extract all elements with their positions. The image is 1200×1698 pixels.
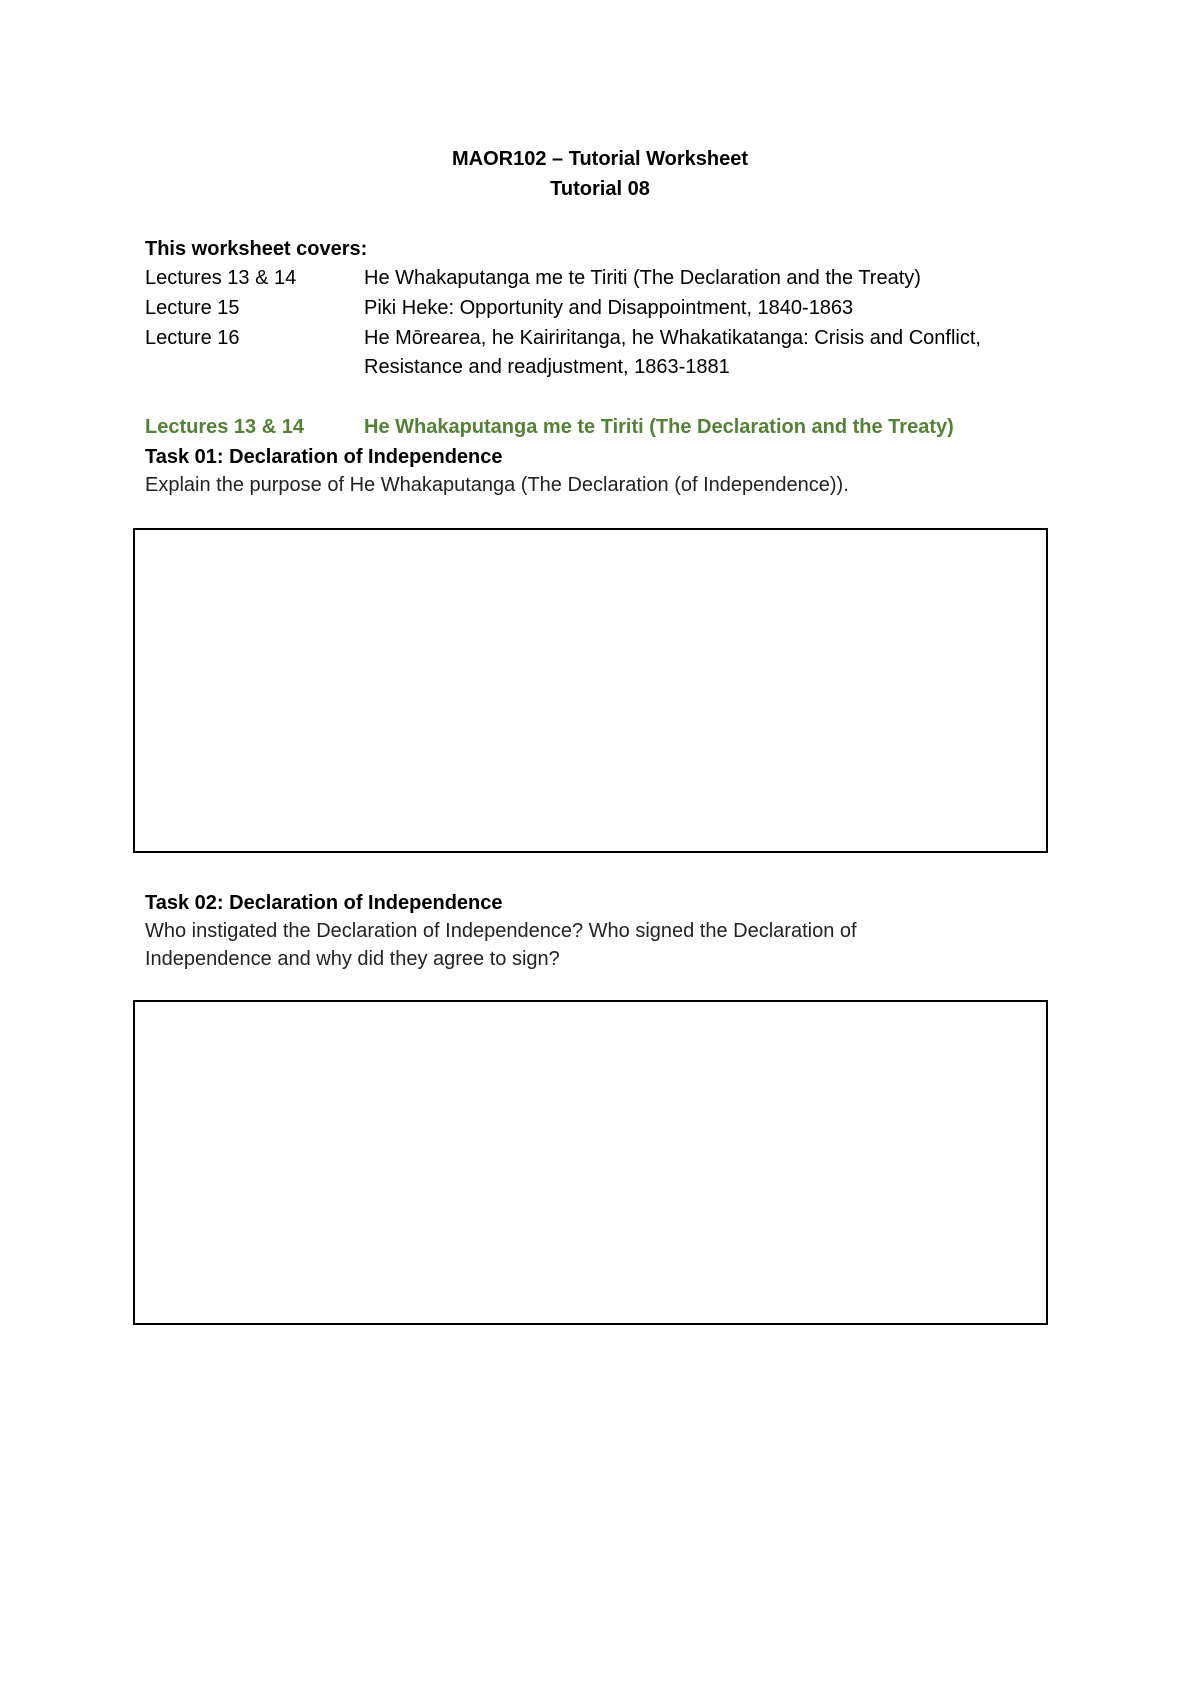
covers-topic-continued: Resistance and readjustment, 1863-1881 bbox=[364, 356, 730, 378]
task-question: Who instigated the Declaration of Independence? Who signed the Declaration of bbox=[145, 920, 857, 942]
covers-lecture: Lectures 13 & 14 bbox=[145, 267, 297, 289]
task-01-answer-box[interactable] bbox=[133, 528, 1048, 853]
task-02-answer-box[interactable] bbox=[133, 1000, 1048, 1325]
page-subtitle: Tutorial 08 bbox=[550, 178, 650, 200]
task-title: Task 01: Declaration of Independence bbox=[145, 446, 503, 468]
covers-lecture: Lecture 15 bbox=[145, 297, 240, 319]
covers-topic: Piki Heke: Opportunity and Disappointment, 1840-1863 bbox=[364, 297, 854, 319]
covers-lecture: Lecture 16 bbox=[145, 327, 240, 349]
section-lecture: Lectures 13 & 14 bbox=[145, 416, 304, 438]
page-title: MAOR102 – Tutorial Worksheet bbox=[452, 148, 748, 170]
task-question: Independence and why did they agree to sign? bbox=[145, 948, 560, 970]
section-topic: He Whakaputanga me te Tiriti (The Declaration and the Treaty) bbox=[364, 416, 954, 438]
covers-topic: He Mōrearea, he Kairiritanga, he Whakatikatanga: Crisis and Conflict, bbox=[364, 327, 981, 349]
covers-topic: He Whakaputanga me te Tiriti (The Declaration and the Treaty) bbox=[364, 267, 921, 289]
task-title: Task 02: Declaration of Independence bbox=[145, 892, 503, 914]
covers-heading: This worksheet covers: bbox=[145, 238, 368, 260]
task-question: Explain the purpose of He Whakaputanga (The Declaration (of Independence)). bbox=[145, 474, 849, 496]
